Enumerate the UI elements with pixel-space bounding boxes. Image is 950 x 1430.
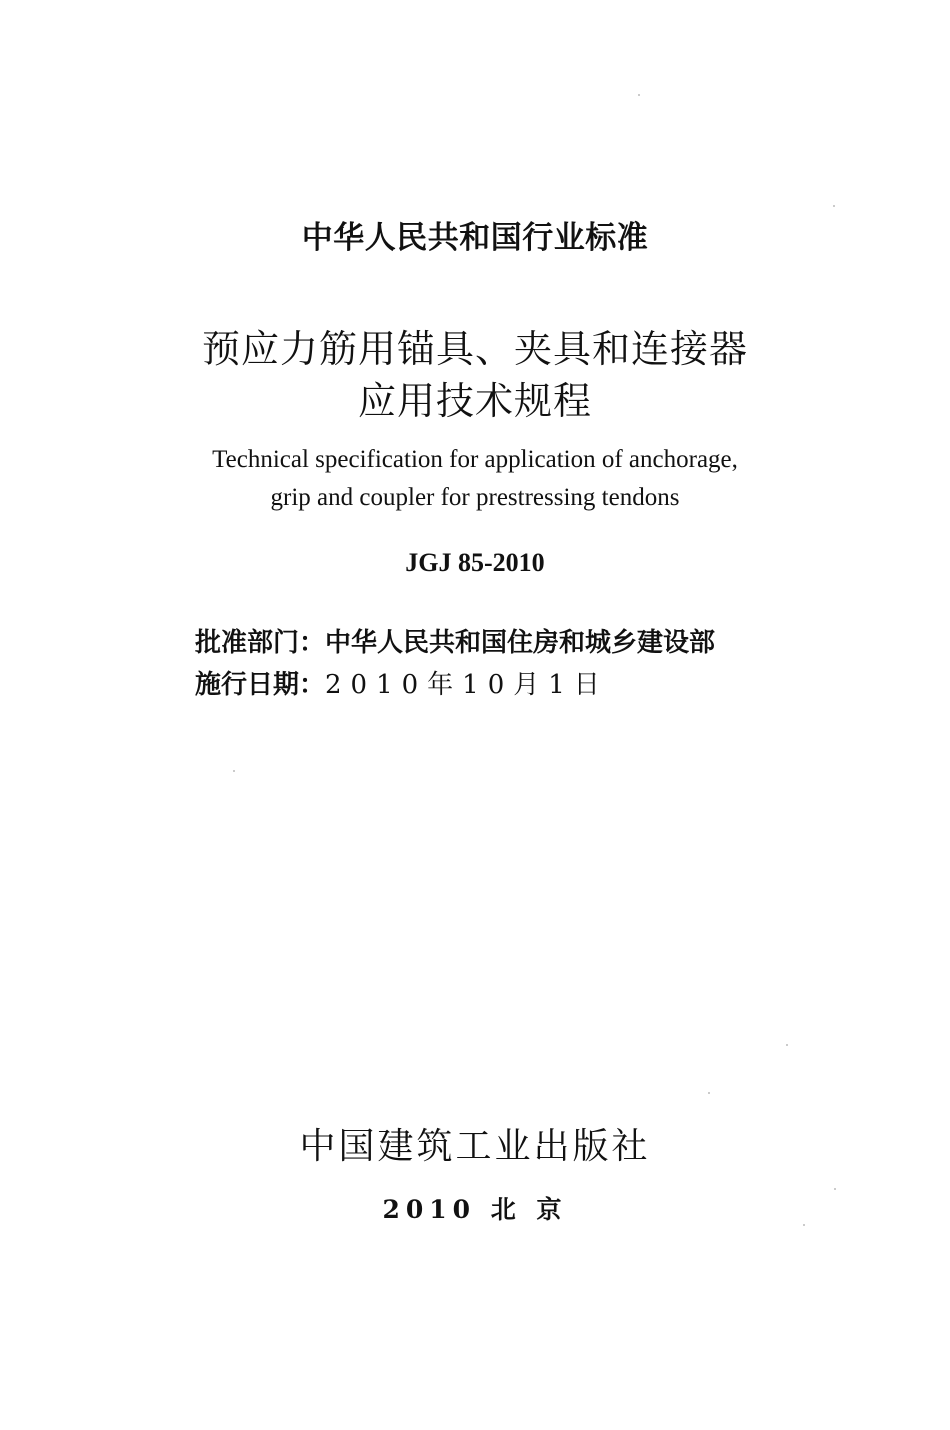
title-english-line-1: Technical specification for application of anchorage, xyxy=(212,446,738,473)
scan-speck xyxy=(638,94,640,96)
publication-year-place: 2010 北 京 xyxy=(382,1195,568,1224)
scan-speck xyxy=(233,770,235,772)
scan-speck xyxy=(834,1188,836,1190)
approval-department-value: 中华人民共和国住房和城乡建设部 xyxy=(325,628,716,658)
standard-code: JGJ 85-2010 xyxy=(405,548,545,577)
scan-speck xyxy=(803,1224,805,1226)
scan-speck xyxy=(786,1044,788,1046)
scan-speck xyxy=(833,205,835,207)
standard-category-header: 中华人民共和国行业标准 xyxy=(301,220,649,256)
effective-date-label: 施行日期： xyxy=(195,670,326,700)
scan-speck xyxy=(708,1092,710,1094)
effective-date-value: 2010年10月1日 xyxy=(325,670,609,700)
approval-department-row xyxy=(195,622,795,659)
title-english-line-2: grip and coupler for prestressing tendons xyxy=(270,484,680,511)
effective-date-row xyxy=(195,664,795,701)
publisher-name: 中国建筑工业出版社 xyxy=(299,1126,651,1167)
title-chinese-line-1: 预应力筋用锚具、夹具和连接器 xyxy=(201,327,748,371)
approval-department-label: 批准部门： xyxy=(195,628,326,658)
title-chinese-line-2: 应用技术规程 xyxy=(357,379,592,423)
